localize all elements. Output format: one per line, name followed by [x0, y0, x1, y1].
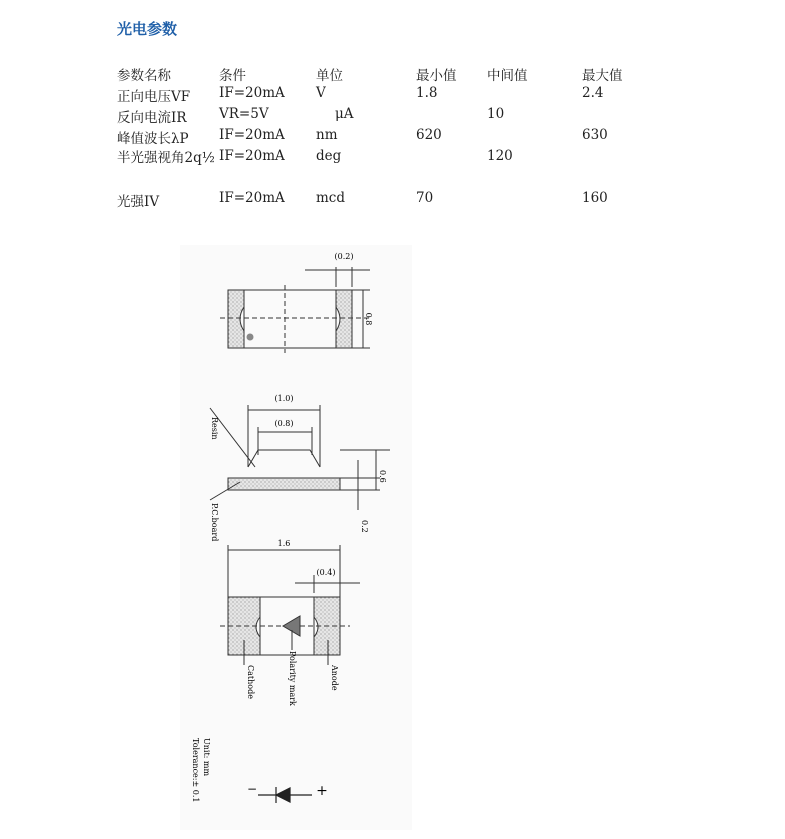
cell-condition: IF=20mA: [219, 148, 285, 164]
cell-typ: 120: [487, 148, 513, 164]
polarity-mark-label: Polarity mark: [288, 651, 297, 706]
cell-param: 正向电压VF: [117, 89, 191, 105]
cell-param: 光强IV: [117, 194, 160, 210]
header-typ: 中间值: [487, 68, 528, 84]
cell-min: 70: [416, 190, 434, 206]
cell-unit: deg: [316, 148, 342, 164]
cell-param: 半光强视角2q½: [117, 150, 215, 166]
led-package-drawing: [180, 245, 420, 830]
cell-unit: nm: [316, 127, 338, 143]
dim-label: (0.8): [274, 419, 294, 428]
cell-max: 2.4: [582, 85, 604, 101]
header-min: 最小值: [416, 68, 457, 84]
cell-typ: 10: [487, 106, 505, 122]
header-condition: 条件: [219, 68, 246, 84]
dim-label: 0.6: [378, 470, 387, 483]
dim-label: 0.2: [360, 520, 369, 533]
section-heading: 光电参数: [117, 20, 178, 38]
header-param-name: 参数名称: [117, 68, 171, 84]
cell-condition: VR=5V: [219, 106, 269, 122]
cell-param: 峰值波长λP: [117, 131, 189, 147]
cell-unit: V: [316, 85, 326, 101]
cell-condition: IF=20mA: [219, 190, 285, 206]
cell-max: 630: [582, 127, 608, 143]
dim-label: (0.4): [316, 568, 336, 577]
minus-label: −: [246, 782, 258, 796]
cell-unit: mcd: [316, 190, 346, 206]
cell-param: 反向电流IR: [117, 110, 187, 126]
cell-unit: μA: [335, 106, 354, 122]
dim-label: (0.2): [334, 252, 354, 261]
header-max: 最大值: [582, 68, 623, 84]
dim-label: 0.8: [364, 312, 373, 326]
polarity-dot: [247, 334, 254, 341]
pcboard-label: P.C.board: [210, 503, 219, 542]
unit-note: Unit: mm: [202, 738, 211, 777]
cell-min: 1.8: [416, 85, 438, 101]
cell-max: 160: [582, 190, 608, 206]
cell-min: 620: [416, 127, 442, 143]
cell-condition: IF=20mA: [219, 85, 285, 101]
dim-label: (1.0): [274, 394, 294, 403]
plus-label: +: [316, 783, 328, 799]
anode-label: Anode: [330, 665, 339, 691]
header-unit: 单位: [316, 68, 343, 84]
dim-label: 1.6: [277, 539, 291, 548]
cell-condition: IF=20mA: [219, 127, 285, 143]
resin-label: Resin: [210, 417, 219, 440]
tolerance-note: Tolerance:± 0.1: [191, 738, 200, 803]
cathode-label: Cathode: [246, 665, 255, 699]
